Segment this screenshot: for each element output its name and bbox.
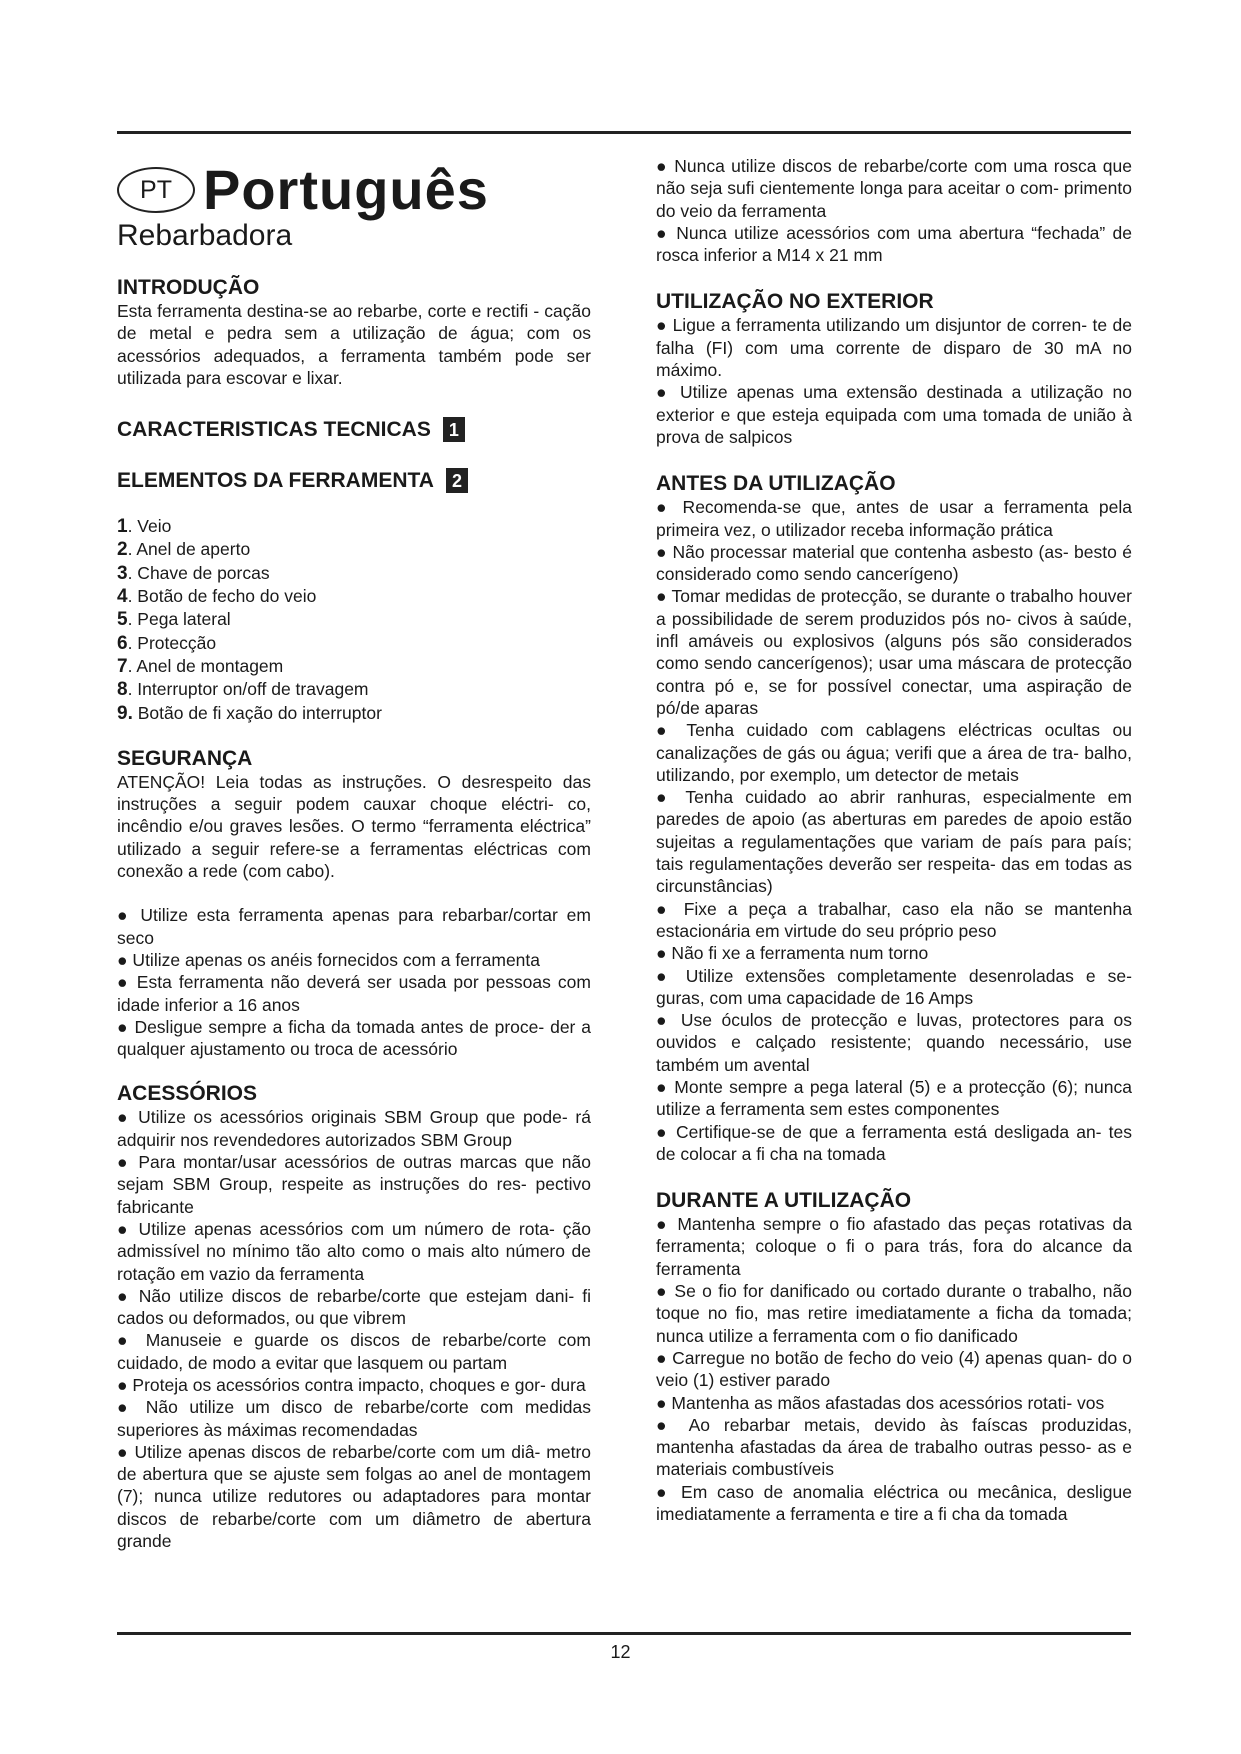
- list-item: 8. Interruptor on/off de travagem: [117, 679, 369, 701]
- tech-heading: [117, 417, 591, 442]
- figure-ref-1: 1: [443, 417, 465, 442]
- outdoor-bullet: ● Utilize apenas uma extensão destinada a utilização no exterior e que esteja equipada com uma tomada de união à prova de salpicos: [656, 382, 1132, 447]
- list-item: 9. Botão de fi xação do interruptor: [117, 702, 382, 724]
- outdoor-heading: UTILIZAÇÃO NO EXTERIOR: [656, 290, 934, 314]
- accessories-heading: ACESSÓRIOS: [117, 1082, 258, 1106]
- language-badge: PT: [117, 167, 195, 213]
- before-use-bullet: ● Tenha cuidado ao abrir ranhuras, especialmente em paredes de apoio (as aberturas em paredes de apoio estão sujeitas a regulamentações que variam de país para país; tais regulamentações deverão ser respeita- das em todas as circunstâncias): [656, 787, 1132, 897]
- during-use-bullet: ● Em caso de anomalia eléctrica ou mecânica, desligue imediatamente a ferramenta e tire a fi cha da tomada: [656, 1481, 1132, 1525]
- accessories-bullet: ● Proteja os acessórios contra impacto, choques e gor- dura: [117, 1374, 586, 1395]
- page-number: 12: [610, 1642, 631, 1662]
- bottom-rule: [117, 1632, 1131, 1635]
- elements-heading-label: ELEMENTOS DA FERRAMENTA: [117, 468, 434, 492]
- before-use-bullet: ● Recomenda-se que, antes de usar a ferramenta pela primeira vez, o utilizador receba informação prática: [656, 497, 1132, 540]
- accessories-bullet: ● Utilize apenas discos de rebarbe/corte com um diâ- metro de abertura que se ajuste sem folgas ao anel de montagem (7); nunca utilize redutores ou adaptadores para montar discos de rebarbe/corte com um diâmetro de abertura grande: [117, 1441, 591, 1552]
- right-column: [656, 155, 1132, 1525]
- elements-list: [117, 515, 591, 725]
- intro-heading: INTRODUÇÃO: [117, 276, 260, 299]
- intro-text: Esta ferramenta destina-se ao rebarbe, corte e rectifi - cação de metal e pedra sem a utilização de água; com os acessórios adequados, a ferramenta também pode ser utilizada para escovar e lixar.: [117, 301, 591, 388]
- before-use-bullet: ● Utilize extensões completamente desenroladas e se- guras, com uma capacidade de 16 Amps: [656, 965, 1132, 1008]
- list-item: 5. Pega lateral: [117, 609, 231, 631]
- figure-ref-2: 2: [446, 468, 468, 493]
- safety-intro: ATENÇÃO! Leia todas as instruções. O desrespeito das instruções a seguir podem cauxar choque eléctri- co, incêndio e/ou graves lesões. O termo “ferramenta eléctrica” utilizado a seguir refere-se a ferramentas eléctricas com conexão a rede (com cabo).: [117, 771, 591, 882]
- safety-bullet: ● Esta ferramenta não deverá ser usada por pessoas com idade inferior a 16 anos: [117, 972, 591, 1015]
- safety-bullet: ● Desligue sempre a ficha da tomada antes de proce- der a qualquer ajustamento ou troca de acessório: [117, 1016, 591, 1060]
- list-item: 4. Botão de fecho do veio: [117, 586, 317, 608]
- left-column: [117, 155, 591, 1552]
- tech-heading-label: CARACTERISTICAS TECNICAS: [117, 417, 431, 441]
- before-use-bullet: ● Não fi xe a ferramenta num torno: [656, 943, 929, 964]
- safety-bullet: ● Utilize apenas os anéis fornecidos com a ferramenta: [117, 949, 540, 970]
- list-item: 6. Protecção: [117, 632, 217, 654]
- accessories-bullet: ● Não utilize um disco de rebarbe/corte com medidas superiores às máximas recomendadas: [117, 1397, 591, 1440]
- before-use-bullet: ● Use óculos de protecção e luvas, protectores para os ouvidos e calçado resistente; quando necessário, use também um avental: [656, 1010, 1132, 1075]
- during-use-bullet: ● Mantenha as mãos afastadas dos acessórios rotati- vos: [656, 1392, 1105, 1413]
- before-use-bullet: ● Não processar material que contenha asbesto (as- besto é considerado como sendo cancerígeno): [656, 541, 1132, 585]
- during-use-bullet: ● Mantenha sempre o fio afastado das peças rotativas da ferramenta; coloque o fi o para trás, fora do alcance da ferramenta: [656, 1214, 1132, 1279]
- product-title: Rebarbadora: [117, 219, 293, 252]
- accessories-bullet: ● Nunca utilize acessórios com uma abertura “fechada” de rosca inferior a M14 x 21 mm: [656, 222, 1132, 266]
- accessories-bullet: ● Manuseie e guarde os discos de rebarbe/corte com cuidado, de modo a evitar que lasquem ou partam: [117, 1330, 591, 1373]
- accessories-bullet: ● Nunca utilize discos de rebarbe/corte com uma rosca que não seja sufi cientemente longa para aceitar o com- primento do veio da ferramenta: [656, 156, 1132, 221]
- language-header: [117, 160, 591, 220]
- list-item: 7. Anel de montagem: [117, 655, 284, 677]
- before-use-bullet: ● Certifique-se de que a ferramenta está desligada an- tes de colocar a fi cha na tomada: [656, 1121, 1132, 1164]
- accessories-bullet: ● Utilize os acessórios originais SBM Group que pode- rá adquirir nos revendedores autorizados SBM Group: [117, 1107, 591, 1150]
- top-rule: [117, 131, 1131, 134]
- accessories-bullet: ● Para montar/usar acessórios de outras marcas que não sejam SBM Group, respeite as instruções do res- pectivo fabricante: [117, 1152, 591, 1217]
- outdoor-bullet: ● Ligue a ferramenta utilizando um disjuntor de corren- te de falha (FI) com uma corrente de disparo de 30 mA no máximo.: [656, 315, 1132, 381]
- accessories-bullet: ● Utilize apenas acessórios com um número de rota- ção admissível no mínimo tão alto como o mais alto número de rotação em vazio da ferramenta: [117, 1218, 591, 1284]
- during-use-heading: DURANTE A UTILIZAÇÃO: [656, 1189, 912, 1213]
- language-title: Português: [203, 158, 489, 221]
- safety-heading: SEGURANÇA: [117, 746, 253, 770]
- during-use-bullet: ● Carregue no botão de fecho do veio (4) apenas quan- do o veio (1) estiver parado: [656, 1347, 1132, 1391]
- before-use-bullet: ● Tenha cuidado com cablagens eléctricas ocultas ou canalizações de gás ou água; verifi que a área de tra- balho, utilizando, por exemplo, um detector de metais: [656, 720, 1132, 785]
- safety-bullet: ● Utilize esta ferramenta apenas para rebarbar/cortar em seco: [117, 905, 591, 948]
- list-item: 3. Chave de porcas: [117, 562, 270, 584]
- during-use-bullet: ● Ao rebarbar metais, devido às faíscas produzidas, mantenha afastadas da área de trabalho outras pesso- as e materiais combustíveis: [656, 1414, 1132, 1480]
- before-use-bullet: ● Monte sempre a pega lateral (5) e a protecção (6); nunca utilize a ferramenta sem estes componentes: [656, 1076, 1132, 1120]
- accessories-bullet: ● Não utilize discos de rebarbe/corte que estejam dani- fi cados ou deformados, ou que vibrem: [117, 1285, 591, 1329]
- list-item: 1. Veio: [117, 516, 172, 538]
- before-use-bullet: ● Tomar medidas de protecção, se durante o trabalho houver a possibilidade de serem produzidos pós no- civos à saúde, infl amáveis ou explosivos (alguns pós são considerados como sendo cancerígenos); usar uma máscara de protecção contra pó e, se for possível conectar, uma aspiração de pó/de aparas: [656, 586, 1132, 718]
- list-item: 2. Anel de aperto: [117, 539, 251, 561]
- before-use-heading: ANTES DA UTILIZAÇÃO: [656, 472, 896, 496]
- before-use-bullet: ● Fixe a peça a trabalhar, caso ela não se mantenha estacionária em virtude do seu próprio peso: [656, 898, 1132, 941]
- elements-heading: [117, 468, 591, 493]
- during-use-bullet: ● Se o fio for danificado ou cortado durante o trabalho, não toque no fio, mas retire imediatamente a ficha da tomada; nunca utilize a ferramenta com o fio danificado: [656, 1281, 1132, 1346]
